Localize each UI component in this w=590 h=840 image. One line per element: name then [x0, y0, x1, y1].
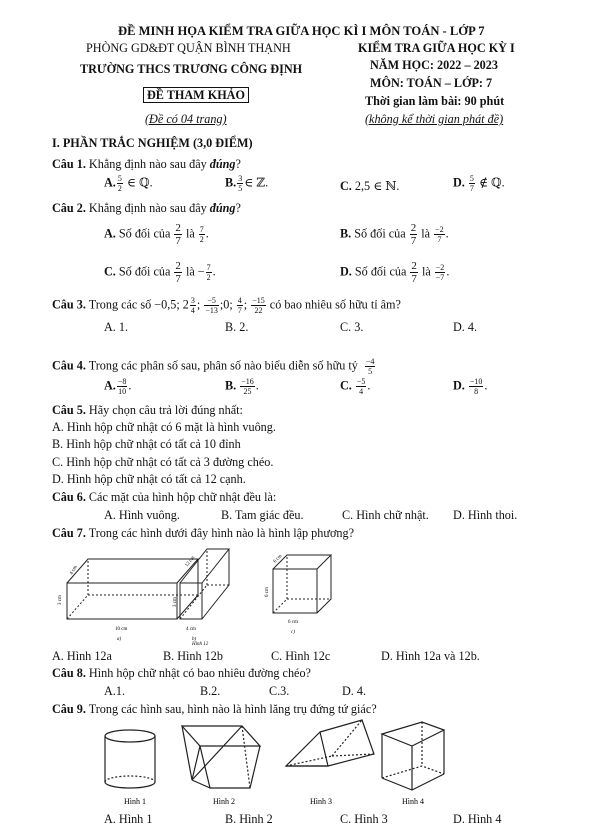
q2-c-prefix: Số đối của: [118, 264, 171, 279]
q1-d-rel: ∉ ℚ.: [478, 175, 505, 190]
q4-c-num: −5: [356, 377, 366, 386]
triangular-prism-shape: [286, 720, 374, 766]
question-5-text: Hãy chọn câu trả lời đúng nhất:: [88, 403, 243, 417]
q1-d-num: 5: [469, 174, 474, 183]
question-9-label: Câu 9.: [52, 702, 86, 716]
question-1-end: ?: [235, 157, 241, 171]
q2-d-src-num: 2: [411, 260, 417, 272]
fig12a-height: 3 cm: [58, 595, 63, 605]
question-1: [52, 157, 241, 172]
figure-12c-box: [273, 555, 331, 613]
q4-option-a: A. $\frac{-8}{10}$ .: [104, 377, 132, 396]
school-name: TRƯỜNG THCS TRƯƠNG CÔNG ĐỊNH: [80, 62, 303, 76]
question-2-end: ?: [235, 201, 241, 215]
q4-target-num: −4: [365, 357, 375, 366]
q6-option-a: A. Hình vuông.: [104, 508, 180, 522]
question-6-label: Câu 6.: [52, 490, 86, 504]
q9-option-a: A. Hình 1: [104, 812, 153, 826]
question-8-label: Câu 8.: [52, 666, 86, 680]
q3-f3-den: 7: [237, 306, 242, 315]
q5-option-a: A. Hình hộp chữ nhật có 6 mặt là hình vuông.: [52, 420, 276, 434]
q4-d-label: D.: [453, 378, 465, 393]
q2-d-den: −7: [435, 273, 445, 282]
q4-a-den: 10: [118, 387, 127, 396]
question-7: [52, 526, 354, 541]
q2-d-src-den: 7: [411, 273, 417, 285]
q1-a-rel: ∈ ℚ.: [126, 175, 153, 190]
school-year: NĂM HỌC: 2022 – 2023: [370, 58, 498, 72]
fig12a-width: 10 cm: [115, 627, 128, 632]
q9-option-d: D. Hình 4: [453, 812, 502, 826]
page-count-note: (Đề có 04 trang): [145, 112, 227, 126]
fig12b-width: 4 cm: [186, 627, 196, 632]
question-8: [52, 666, 311, 681]
question-1-label: Câu 1.: [52, 157, 86, 171]
q5-option-b: B. Hình hộp chữ nhật có tất cả 10 đỉnh: [52, 437, 241, 451]
question-2-label: Câu 2.: [52, 201, 86, 215]
frustum-shape: [182, 726, 260, 788]
q2-c-den: 2: [206, 273, 211, 282]
q2-a-num: 7: [199, 225, 204, 234]
q1-b-num: 3: [238, 174, 243, 183]
q2-option-b: B. Số đối của $\frac{2}{7}$ là $\frac{-2}{7}$ .: [340, 222, 449, 247]
q2-a-src-den: 7: [175, 235, 181, 247]
q4-d-den: 8: [474, 387, 479, 396]
reference-badge-text: ĐỀ THAM KHẢO: [143, 87, 249, 103]
question-6: [52, 490, 276, 505]
q6-option-d: D. Hình thoi.: [453, 508, 518, 522]
q3-text-end: có bao nhiêu số hữu tỉ âm?: [269, 297, 401, 312]
q4-d-num: −10: [469, 377, 483, 386]
q8-option-b: B.2.: [200, 684, 221, 698]
q2-c-label: C.: [104, 264, 116, 279]
q7-option-b: B. Hình 12b: [163, 649, 223, 663]
q2-c-la: là: [185, 264, 195, 279]
q4-option-d: D. $\frac{-10}{8}$ .: [453, 377, 488, 396]
duration: Thời gian làm bài: 90 phút: [365, 94, 505, 108]
subject-grade: MÔN: TOÁN – LỚP: 7: [370, 76, 493, 90]
shape-3-label: Hình 3: [310, 797, 332, 806]
q2-d-prefix: Số đối của: [354, 264, 407, 279]
reference-badge: [143, 88, 249, 103]
fig12b-depth: 12 cm: [184, 555, 197, 569]
q2-d-la: là: [421, 264, 431, 279]
fig12c-depth: 6 cm: [272, 553, 284, 565]
q1-a-den: 2: [117, 184, 122, 193]
q3-text-start: Trong các số −0,5; 2: [88, 297, 189, 312]
fig12c-width: 6 cm: [288, 620, 298, 625]
question-2-text: Khẳng định nào sau đây: [88, 201, 210, 215]
q4-target-den: 5: [368, 367, 373, 376]
q4-a-num: −8: [117, 377, 127, 386]
q1-option-d: [453, 174, 505, 193]
q3-mid: ;0;: [219, 297, 233, 312]
q8-option-c: C.3.: [269, 684, 290, 698]
q6-option-c: C. Hình chữ nhật.: [342, 508, 429, 522]
question-7-text: Trong các hình dưới đây hình nào là hình lập phương?: [88, 526, 355, 540]
fig12b-caption: b): [192, 637, 197, 642]
figure-12: [55, 545, 345, 645]
q2-option-a: A. Số đối của $\frac{2}{7}$ là $\frac{7}{2}$ .: [104, 222, 209, 247]
shape-2-label: Hình 2: [213, 797, 235, 806]
figure-12-title: Hình 12: [192, 642, 209, 647]
quad-prism-shape: [382, 722, 444, 790]
q2-a-label: A.: [104, 226, 116, 241]
question-3-label: Câu 3.: [52, 297, 86, 312]
question-4-label: Câu 4.: [52, 358, 86, 373]
q1-a-label: A.: [104, 175, 116, 190]
q6-option-b: B. Tam giác đều.: [221, 508, 304, 522]
q4-c-label: C.: [340, 378, 352, 393]
q4-b-den: 25: [243, 387, 252, 396]
question-8-text: Hình hộp chữ nhật có bao nhiêu đường chéo?: [85, 666, 311, 680]
q3-option-c: C. 3.: [340, 320, 364, 334]
question-5: [52, 403, 243, 418]
q4-option-b: B. $\frac{-16}{25}$ .: [225, 377, 259, 396]
q8-option-a: A.1.: [104, 684, 125, 698]
q3-f4-den: 22: [254, 306, 263, 315]
q3-option-d: D. 4.: [453, 320, 478, 334]
q1-a-num: 5: [117, 174, 122, 183]
question-7-label: Câu 7.: [52, 526, 86, 540]
fig12a-caption: a): [117, 637, 122, 642]
q2-b-den: 7: [437, 235, 442, 244]
q5-option-d: D. Hình hộp chữ nhật có tất cả 12 cạnh.: [52, 472, 246, 486]
q5-option-c: C. Hình hộp chữ nhật có tất cả 3 đường chéo.: [52, 455, 274, 469]
time-note: (không kể thời gian phát đề): [365, 112, 504, 126]
q1-option-c: [340, 179, 399, 194]
question-4: [52, 357, 376, 376]
q2-option-c: C. Số đối của $\frac{2}{7}$ là − $\frac{7}{2}$ .: [104, 260, 216, 285]
fig12c-caption: c): [291, 630, 295, 635]
q4-option-c: C. $\frac{-5}{4}$ .: [340, 377, 371, 396]
department-name: PHÒNG GD&ĐT QUẬN BÌNH THẠNH: [86, 41, 291, 55]
q4-b-label: B.: [225, 378, 237, 393]
figure-prisms: [100, 718, 450, 810]
q1-option-b: [225, 174, 268, 193]
q2-b-src-den: 7: [410, 235, 417, 247]
q2-c-sign: −: [197, 264, 205, 279]
exam-top-title: ĐỀ MINH HỌA KIỂM TRA GIỮA HỌC KÌ I MÔN TOÁN - LỚP 7: [118, 24, 485, 38]
question-2-emph: đúng: [209, 201, 236, 215]
q4-text: Trong các phân số sau, phân số nào biểu diễn số hữu tỷ: [88, 358, 358, 373]
q1-b-label: B.: [225, 175, 237, 190]
q3-mixed-den: 4: [190, 306, 195, 315]
q1-d-den: 7: [469, 184, 474, 193]
q2-c-src-num: 2: [175, 260, 181, 272]
q8-option-d: D. 4.: [342, 684, 367, 698]
q9-option-c: C. Hình 3: [340, 812, 388, 826]
q3-mixed-num: 3: [190, 296, 195, 305]
q2-b-la: là: [421, 226, 431, 241]
fig12c-height: 6 cm: [265, 587, 270, 597]
shape-1-label: Hình 1: [124, 797, 146, 806]
q3-f2-num: −5: [204, 296, 219, 306]
q7-option-a: A. Hình 12a: [52, 649, 112, 663]
cylinder-shape: [105, 730, 155, 788]
q1-d-label: D.: [453, 175, 465, 190]
q2-b-label: B.: [340, 226, 352, 241]
q7-option-d: D. Hình 12a và 12b.: [381, 649, 480, 663]
q3-f2-den: −13: [205, 306, 218, 315]
q2-a-prefix: Số đối của: [118, 226, 171, 241]
q3-f3-num: 4: [237, 296, 242, 305]
question-9: [52, 702, 377, 717]
question-9-text: Trong các hình sau, hình nào là hình lăng trụ đứng tứ giác?: [88, 702, 377, 716]
figure-12a-box: [67, 559, 198, 619]
q2-b-prefix: Số đối của: [354, 226, 406, 241]
q2-d-label: D.: [340, 264, 352, 279]
q2-b-src-num: 2: [410, 222, 417, 234]
q1-option-a: [104, 174, 153, 193]
fig12a-depth: 4 cm: [69, 564, 79, 576]
q1-c-label: C.: [340, 179, 352, 193]
question-2: [52, 201, 241, 216]
shape-4-label: Hình 4: [402, 797, 424, 806]
q2-d-num: −2: [435, 263, 445, 272]
section-title: I. PHẦN TRẮC NGHIỆM (3,0 ĐIỂM): [52, 136, 253, 150]
q2-a-src-num: 2: [175, 222, 181, 234]
q2-b-num: −2: [435, 225, 444, 234]
q4-b-num: −16: [241, 377, 254, 386]
question-1-text: Khẳng định nào sau đây: [88, 157, 210, 171]
q2-option-d: D. Số đối của $\frac{2}{7}$ là $\frac{-2}{-7}$ .: [340, 260, 450, 285]
fig12b-height: 3 cm: [173, 597, 178, 607]
question-5-label: Câu 5.: [52, 403, 86, 417]
q1-b-rel: ∈ ℤ.: [244, 175, 269, 190]
q3-option-a: A. 1.: [104, 320, 129, 334]
exam-name: KIỂM TRA GIỮA HỌC KỲ I: [358, 41, 515, 55]
q3-f4-num: −15: [252, 296, 265, 305]
q2-a-den: 2: [199, 235, 204, 244]
q2-c-src-den: 7: [175, 273, 181, 285]
q9-option-b: B. Hình 2: [225, 812, 273, 826]
question-1-emph: đúng: [209, 157, 236, 171]
q4-a-label: A.: [104, 378, 116, 393]
q1-c-text: 2,5 ∈ ℕ.: [354, 179, 400, 193]
q1-b-den: 5: [238, 184, 243, 193]
question-6-text: Các mặt của hình hộp chữ nhật đều là:: [88, 490, 277, 504]
q3-option-b: B. 2.: [225, 320, 249, 334]
q2-a-la: là: [185, 226, 195, 241]
q7-option-c: C. Hình 12c: [271, 649, 331, 663]
q4-c-den: 4: [359, 387, 364, 396]
question-3: Câu 3. Trong các số −0,5; 2 $\frac{3}{4}$ ; $\frac{-5}{-13}$ ;0; $\frac{4}{7}$ ; $\frac{-15}{22}$ có bao nhiêu số hữu tỉ âm?: [52, 296, 401, 315]
q2-c-num: 7: [206, 263, 211, 272]
